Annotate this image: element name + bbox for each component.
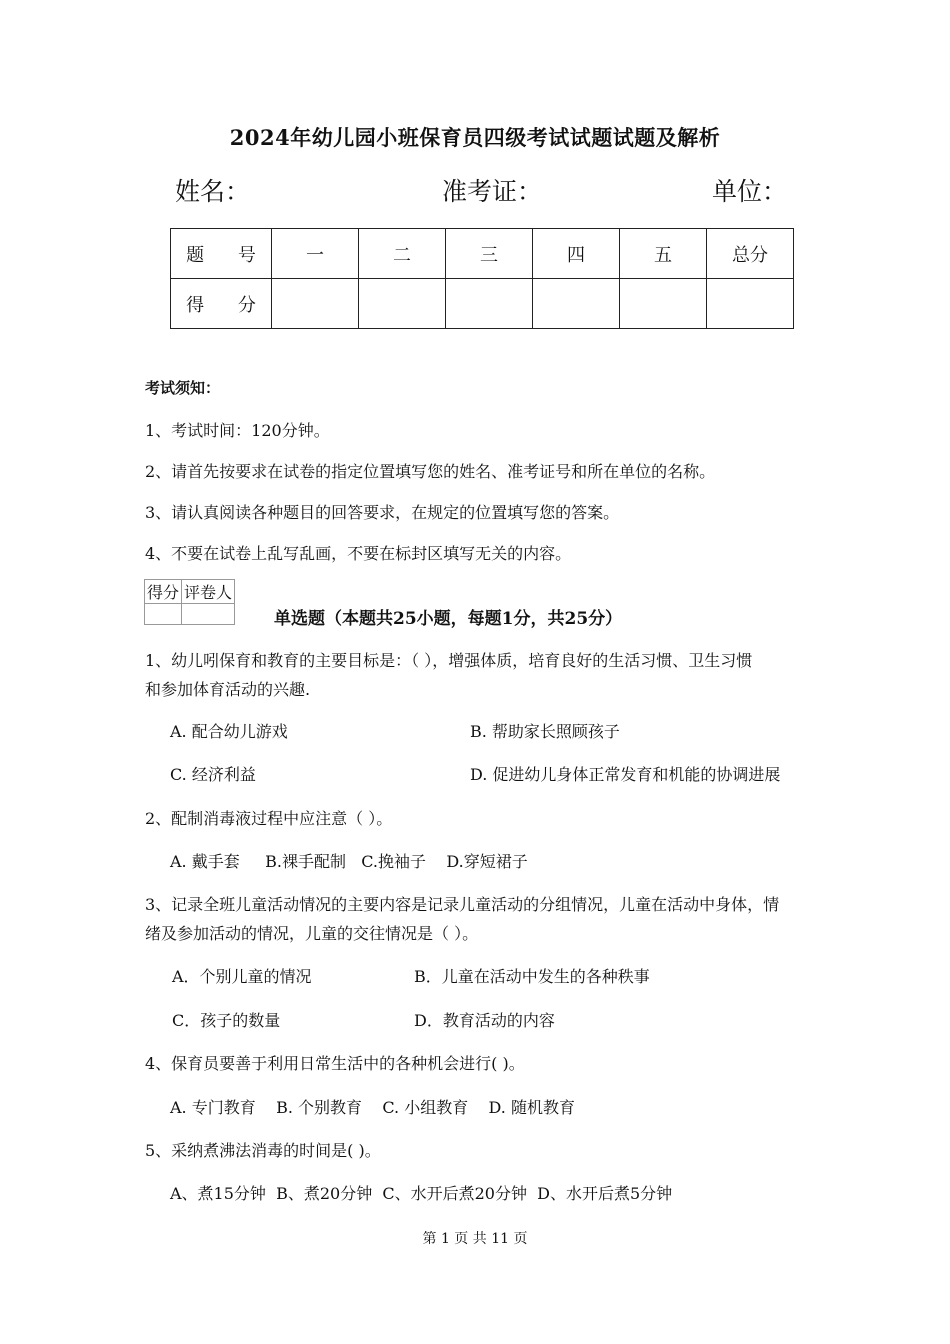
notice-heading: 考试须知： (145, 379, 221, 397)
exam-id-label: 准考证： (442, 177, 543, 206)
grader-score-label: 得分 (145, 580, 182, 604)
notice-item: 2、请首先按要求在试卷的指定位置填写您的姓名、准考证号和所在单位的名称。 (145, 462, 716, 481)
option-b[interactable]: B．儿童在活动中发生的各种秩事 (414, 967, 650, 986)
score-input-cell[interactable] (620, 279, 707, 329)
page-footer: 第 1 页 共 11 页 (422, 1231, 528, 1247)
option-c[interactable]: C．孩子的数量 (172, 1011, 281, 1030)
grader-score-cell[interactable] (145, 604, 182, 625)
option-d[interactable]: D. 促进幼儿身体正常发育和机能的协调进展 (470, 765, 781, 784)
question-3-text: 3、记录全班儿童活动情况的主要内容是记录儿童活动的分组情况，儿童在活动中身体，情 (145, 895, 780, 914)
question-2-text: 2、配制消毒液过程中应注意（ ）。 (145, 809, 393, 828)
score-table-cell: 得 分 (171, 279, 272, 329)
question-4-text: 4、保育员要善于利用日常生活中的各种机会进行( )。 (145, 1054, 525, 1073)
grader-reviewer-label: 评卷人 (182, 580, 235, 604)
score-table-cell: 五 (620, 229, 707, 279)
score-table-score-row (171, 279, 794, 329)
option-d[interactable]: D．教育活动的内容 (414, 1011, 555, 1030)
unit-label: 单位： (712, 177, 788, 206)
grader-box (144, 579, 235, 625)
grader-reviewer-cell[interactable] (182, 604, 235, 625)
score-table-cell: 总分 (707, 229, 794, 279)
score-input-cell[interactable] (533, 279, 620, 329)
score-input-cell[interactable] (359, 279, 446, 329)
score-input-cell[interactable] (446, 279, 533, 329)
notice-item: 1、考试时间：120分钟。 (145, 421, 330, 440)
section-title: 单选题（本题共25小题，每题1分，共25分） (274, 609, 623, 629)
notice-item: 4、不要在试卷上乱写乱画，不要在标封区填写无关的内容。 (145, 544, 572, 563)
option-c[interactable]: C. 经济利益 (170, 765, 256, 784)
score-input-cell[interactable] (707, 279, 794, 329)
name-label: 姓名： (175, 177, 251, 206)
option-a[interactable]: A．个别儿童的情况 (172, 967, 312, 986)
score-table (170, 228, 794, 329)
option-b[interactable]: B. 帮助家长照顾孩子 (470, 722, 620, 741)
question-4-options[interactable]: A. 专门教育 B. 个别教育 C. 小组教育 D. 随机教育 (170, 1098, 575, 1117)
score-table-cell: 二 (359, 229, 446, 279)
score-input-cell[interactable] (272, 279, 359, 329)
score-table-cell: 三 (446, 229, 533, 279)
score-table-header-row (171, 229, 794, 279)
option-a[interactable]: A. 配合幼儿游戏 (170, 722, 288, 741)
score-table-cell: 四 (533, 229, 620, 279)
score-table-cell: 题 号 (171, 229, 272, 279)
document-title: 2024年幼儿园小班保育员四级考试试题试题及解析 (229, 125, 721, 150)
question-5-text: 5、采纳煮沸法消毒的时间是( )。 (145, 1141, 381, 1160)
question-2-options[interactable]: A. 戴手套 B.裸手配制 C.挽袖子 D.穿短裙子 (170, 852, 528, 871)
score-table-cell: 一 (272, 229, 359, 279)
notice-item: 3、请认真阅读各种题目的回答要求，在规定的位置填写您的答案。 (145, 503, 620, 522)
question-3-text-cont: 绪及参加活动的情况，儿童的交往情况是（ ）。 (145, 924, 479, 943)
question-1-text-cont: 和参加体育活动的兴趣. (145, 680, 311, 699)
question-1-text: 1、幼儿吲保育和教育的主要目标是：（ ），增强体质，培育良好的生活习惯、卫生习惯 (145, 651, 753, 670)
question-5-options[interactable]: A、煮15分钟 B、煮20分钟 C、水开后煮20分钟 D、水开后煮5分钟 (170, 1184, 673, 1203)
